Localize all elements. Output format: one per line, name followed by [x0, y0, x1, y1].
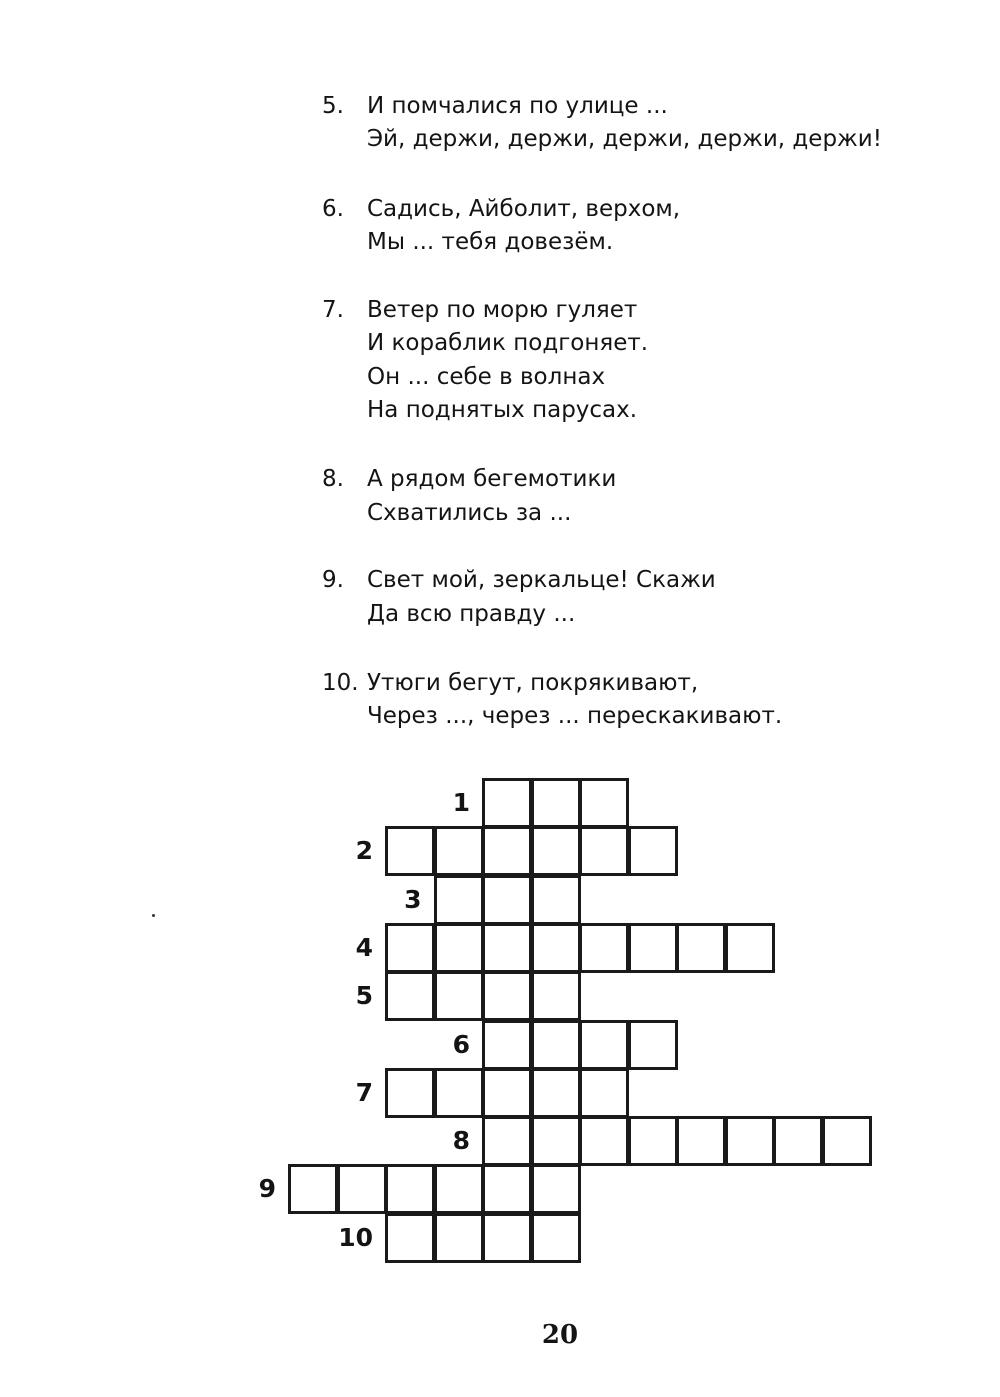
crossword-row-number: 6 [452, 1029, 470, 1059]
clue-line: Утюги бегут, покрякивают, [367, 670, 699, 696]
page-number: 20 [541, 1320, 579, 1350]
crossword-cell[interactable] [482, 1020, 532, 1070]
crossword-cell[interactable] [579, 826, 629, 876]
clue-number: 10. [322, 670, 359, 696]
crossword-cell[interactable] [531, 1164, 581, 1214]
crossword-cell[interactable] [676, 923, 726, 973]
crossword-row-number: 3 [404, 884, 422, 914]
crossword-cell[interactable] [531, 1020, 581, 1070]
crossword-cell[interactable] [385, 1213, 435, 1263]
crossword-cell[interactable] [725, 1116, 775, 1166]
print-speck [152, 914, 155, 917]
crossword-cell[interactable] [482, 971, 532, 1021]
crossword-row-number: 2 [355, 836, 373, 866]
crossword-row-number: 8 [452, 1126, 470, 1156]
crossword-cell[interactable] [434, 1213, 484, 1263]
crossword-cell[interactable] [385, 1164, 435, 1214]
crossword-cell[interactable] [434, 1068, 484, 1118]
crossword-cell[interactable] [337, 1164, 387, 1214]
clue-line: Да всю правду ... [367, 601, 576, 627]
crossword-row-number: 5 [355, 981, 373, 1011]
clue-line: Он ... себе в волнах [367, 364, 606, 390]
crossword-cell[interactable] [531, 778, 581, 828]
crossword-cell[interactable] [434, 971, 484, 1021]
clue-line: Мы ... тебя довезём. [367, 229, 614, 255]
crossword-cell[interactable] [531, 826, 581, 876]
crossword-cell[interactable] [579, 1068, 629, 1118]
crossword-cell[interactable] [531, 923, 581, 973]
clue-line: А рядом бегемотики [367, 466, 617, 492]
crossword-cell[interactable] [676, 1116, 726, 1166]
crossword-cell[interactable] [482, 875, 532, 925]
crossword-cell[interactable] [482, 778, 532, 828]
crossword-cell[interactable] [482, 826, 532, 876]
crossword-cell[interactable] [482, 1164, 532, 1214]
crossword-cell[interactable] [628, 1116, 678, 1166]
crossword-cell[interactable] [385, 971, 435, 1021]
crossword-cell[interactable] [434, 923, 484, 973]
crossword-cell[interactable] [434, 875, 484, 925]
clue-line: Через ..., через ... перескакивают. [367, 703, 783, 729]
crossword-cell[interactable] [579, 778, 629, 828]
crossword-cell[interactable] [482, 1116, 532, 1166]
clue-number: 6. [322, 196, 344, 222]
crossword-cell[interactable] [531, 1213, 581, 1263]
crossword-cell[interactable] [531, 1068, 581, 1118]
clue-line: Ветер по морю гуляет [367, 297, 638, 323]
clue-number: 9. [322, 567, 344, 593]
crossword-cell[interactable] [628, 1020, 678, 1070]
clue-line: На поднятых парусах. [367, 397, 638, 423]
crossword-row-number: 1 [452, 788, 470, 817]
crossword-cell[interactable] [822, 1116, 872, 1166]
crossword-cell[interactable] [531, 875, 581, 925]
crossword-row-number: 7 [355, 1077, 373, 1107]
clue-number: 7. [322, 297, 344, 323]
clue-number: 8. [322, 466, 344, 492]
crossword-cell[interactable] [531, 1116, 581, 1166]
clue-number: 5. [322, 93, 344, 119]
crossword-row-number: 9 [258, 1174, 276, 1204]
clue-line: И помчалися по улице ... [367, 93, 668, 119]
clue-line: Схватились за ... [367, 500, 572, 526]
crossword-cell[interactable] [628, 923, 678, 973]
clue-line: И кораблик подгоняет. [367, 330, 649, 356]
clue-line: Эй, держи, держи, держи, держи, держи! [367, 126, 882, 152]
crossword-cell[interactable] [385, 826, 435, 876]
clue-line: Свет мой, зеркальце! Скажи [367, 567, 716, 593]
crossword-row-number: 4 [355, 932, 373, 962]
clue-line: Садись, Айболит, верхом, [367, 196, 681, 222]
crossword-cell[interactable] [531, 971, 581, 1021]
crossword-cell[interactable] [385, 1068, 435, 1118]
crossword-cell[interactable] [288, 1164, 338, 1214]
crossword-cell[interactable] [773, 1116, 823, 1166]
crossword-cell[interactable] [482, 1068, 532, 1118]
crossword-cell[interactable] [579, 1020, 629, 1070]
crossword-cell[interactable] [628, 826, 678, 876]
crossword-cell[interactable] [385, 923, 435, 973]
crossword-row-number: 10 [338, 1222, 373, 1252]
crossword-cell[interactable] [579, 923, 629, 973]
crossword-cell[interactable] [434, 1164, 484, 1214]
crossword-cell[interactable] [482, 923, 532, 973]
crossword-cell[interactable] [725, 923, 775, 973]
crossword-cell[interactable] [434, 826, 484, 876]
crossword-cell[interactable] [482, 1213, 532, 1263]
crossword-cell[interactable] [579, 1116, 629, 1166]
